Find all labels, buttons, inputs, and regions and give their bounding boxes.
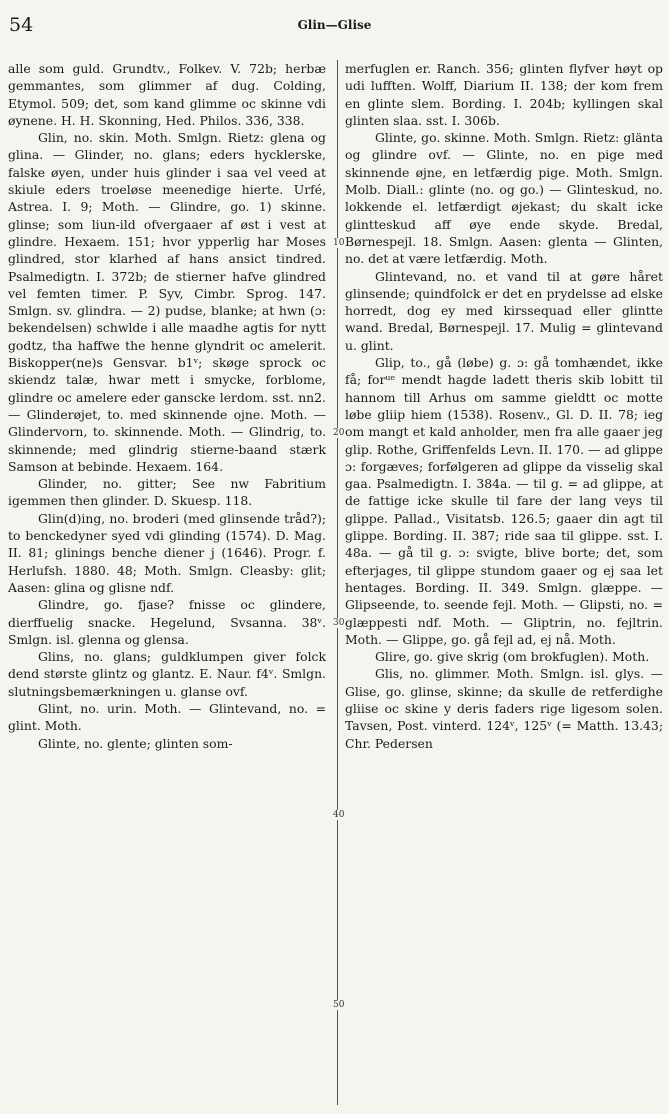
line-number-marker: 50 <box>333 1000 345 1010</box>
page-header <box>0 0 669 50</box>
dictionary-entry: Glins, no. glans; guldklumpen giver folck dend største glintz og glantz. E. Naur. f4ᵛ. Smlgn. slutningsbemærkningen u. glanse ovf. <box>8 649 326 699</box>
dictionary-entry: Glinder, no. gitter; See nw Fabritium igemmen then glinder. D. Skuesp. 118. <box>8 476 326 509</box>
left-column <box>8 60 326 752</box>
paragraph: alle som guld. Grundtv., Folkev. V. 72b; herbæ gemmantes, som glimmer af dug. Colding, Etymol. 509; det, som kand glimme oc skinne vdi øynene. H. H. Skonning, Hed. Philos. 336, 338. <box>8 61 326 128</box>
dictionary-entry: Glis, no. glimmer. Moth. Smlgn. isl. glys. — Glise, go. glinse, skinne; da skulle de retferdighe gliise oc skine y deris faders rige ligesom solen. Tavsen, Post. vinterd. 124ᵛ, 125ᵛ (= Matth. 13.43; Chr. Pedersen <box>345 666 663 751</box>
line-number-marker: 20 <box>333 428 345 438</box>
dictionary-entry: Glin(d)ing, no. broderi (med glinsende tråd?); to benckedyner syed vdi glinding (1574). D. Mag. II. 81; glinings benche diener j (1646). Progr. f. Herlufsh. 1880. 48; Moth. Smlgn. Cleasby: glit; Aasen: glina og glisne ndf. <box>8 510 326 595</box>
page-number: 54 <box>9 14 34 36</box>
dictionary-entry: Glip, to., gå (løbe) g. ɔ: gå tomhændet, ikke få; forᵘᵉ mendt hagde ladett theris skib lobitt til hannom till Arhus om samme gieldtt oc motte løbe gliip hiem (1538). Rosenv., Gl. D. II. 78; ieg om mangt et kald anholder, men fra alle gaaer jeg glip. Rothe, Griffenfelds Levn. II. 170. — ad glippe ɔ: forgæves; forfølgeren ad glippe da visselig skal gaa. Psalmedigtn. I. 384a. — til g. = ad glippe, at de fattige icke skulle til fare der lang veys til glippe. Pallad., Visitatsb. 126.5; gaaer din agt til glippe. Bording. II. 387; ride saa til glippe. sst. I. 48a. — gå til g. ɔ: svigte, blive borte; det, som efterjages, til glippe stundom gaaer og ej saa let hentages. Bording. II. 349. Smlgn. glæppe. — Glipseende, to. seende fejl. Moth. — Glipsti, no. = glæppesti ndf. Moth. — Gliptrin, no. fejltrin. Moth. — Glippe, go. gå fejl ad, ej nå. Moth. <box>345 355 663 647</box>
paragraph: merfuglen er. Ranch. 356; glinten flyfver høyt op udi lufften. Wolff, Diarium II. 138; der kom frem en glinte slem. Bording. I. 204b; kyllingen skal glinten slaa. sst. I. 306b. <box>345 61 663 128</box>
dictionary-entry: Glire, go. give skrig (om brokfuglen). Moth. <box>375 649 650 665</box>
dictionary-entry: Glinte, go. skinne. Moth. Smlgn. Rietz: glänta og glindre ovf. — Glinte, no. en pige med skinnende øjne, en letfærdig pige. Moth. Smlgn. Molb. Diall.: glinte (no. og go.) — Glinteskud, no. lokkende el. letfærdigt øjekast; du skalt icke glintteskud aff øye ende skyde. Bredal, Børnespejl. 18. Smlgn. Aasen: glenta — Glinten, no. det at være letfærdig. Moth. <box>345 130 663 267</box>
line-number-marker: 40 <box>333 810 345 820</box>
right-column <box>345 60 663 752</box>
dictionary-entry: Glintevand, no. et vand til at gøre håret glinsende; quindfolck er det en prydelsse ad elske horredt, dog ey med kirssequad eller glintte wand. Bredal, Børnespejl. 17. Mulig = glintevand u. glint. <box>345 268 663 353</box>
column-divider <box>337 60 338 1105</box>
dictionary-entry: Glint, no. urin. Moth. — Glintevand, no. = glint. Moth. <box>8 700 326 734</box>
dictionary-entry: Glin, no. skin. Moth. Smlgn. Rietz: glena og glina. — Glinder, no. glans; eders hycklerske, falske øyen, under huis glinder i saa vel veed at skiule eders troeløse meenedige hierte. Urfé, Astrea. I. 9; Moth. — Glindre, go. 1) skinne. glinse; som liun-ild ofvergaaer af øst i vest at glindre. Hexaem. 151; hvor ypperlig har Moses glindred, stor klarhed af hans ansict tindred. Psalmedigtn. I. 372b; de stierner hafve glindred vel femten timer. P. Syv, Cimbr. Sprog. 147. Smlgn. sv. glindra. — 2) pudse, blanke; at hwn (ɔ: bekendelsen) schwlde i alle maadhe agtis for nytt godtz, tha haffwe the henne glyndrit oc amelerit. Biskopper(ne)s Gensvar. b1ᵛ; skøge sprock oc skiendz talæ, hwar mett i smycke, forblome, glindre oc amelere eder ganscke lerdom. sst. nn2. — Glinderøjet, to. med skinnende ojne. Moth. — Glindervorn, to. skinnende. Moth. — Glindrig, to. skinnende; med glindrig stierne-baand stærk Samson at bebinde. Hexaem. 164. <box>8 130 326 474</box>
line-number-marker: 10 <box>333 238 345 248</box>
line-number-marker: 30 <box>333 618 345 628</box>
dictionary-entry: Glindre, go. fjase? fnisse oc glindere, dierffuelig snacke. Hegelund, Svsanna. 38ᵛ. Smlgn. isl. glenna og glensa. <box>8 597 326 647</box>
dictionary-entry: Glinte, no. glente; glinten som- <box>38 735 233 751</box>
running-head: Glin—Glise <box>297 18 372 32</box>
